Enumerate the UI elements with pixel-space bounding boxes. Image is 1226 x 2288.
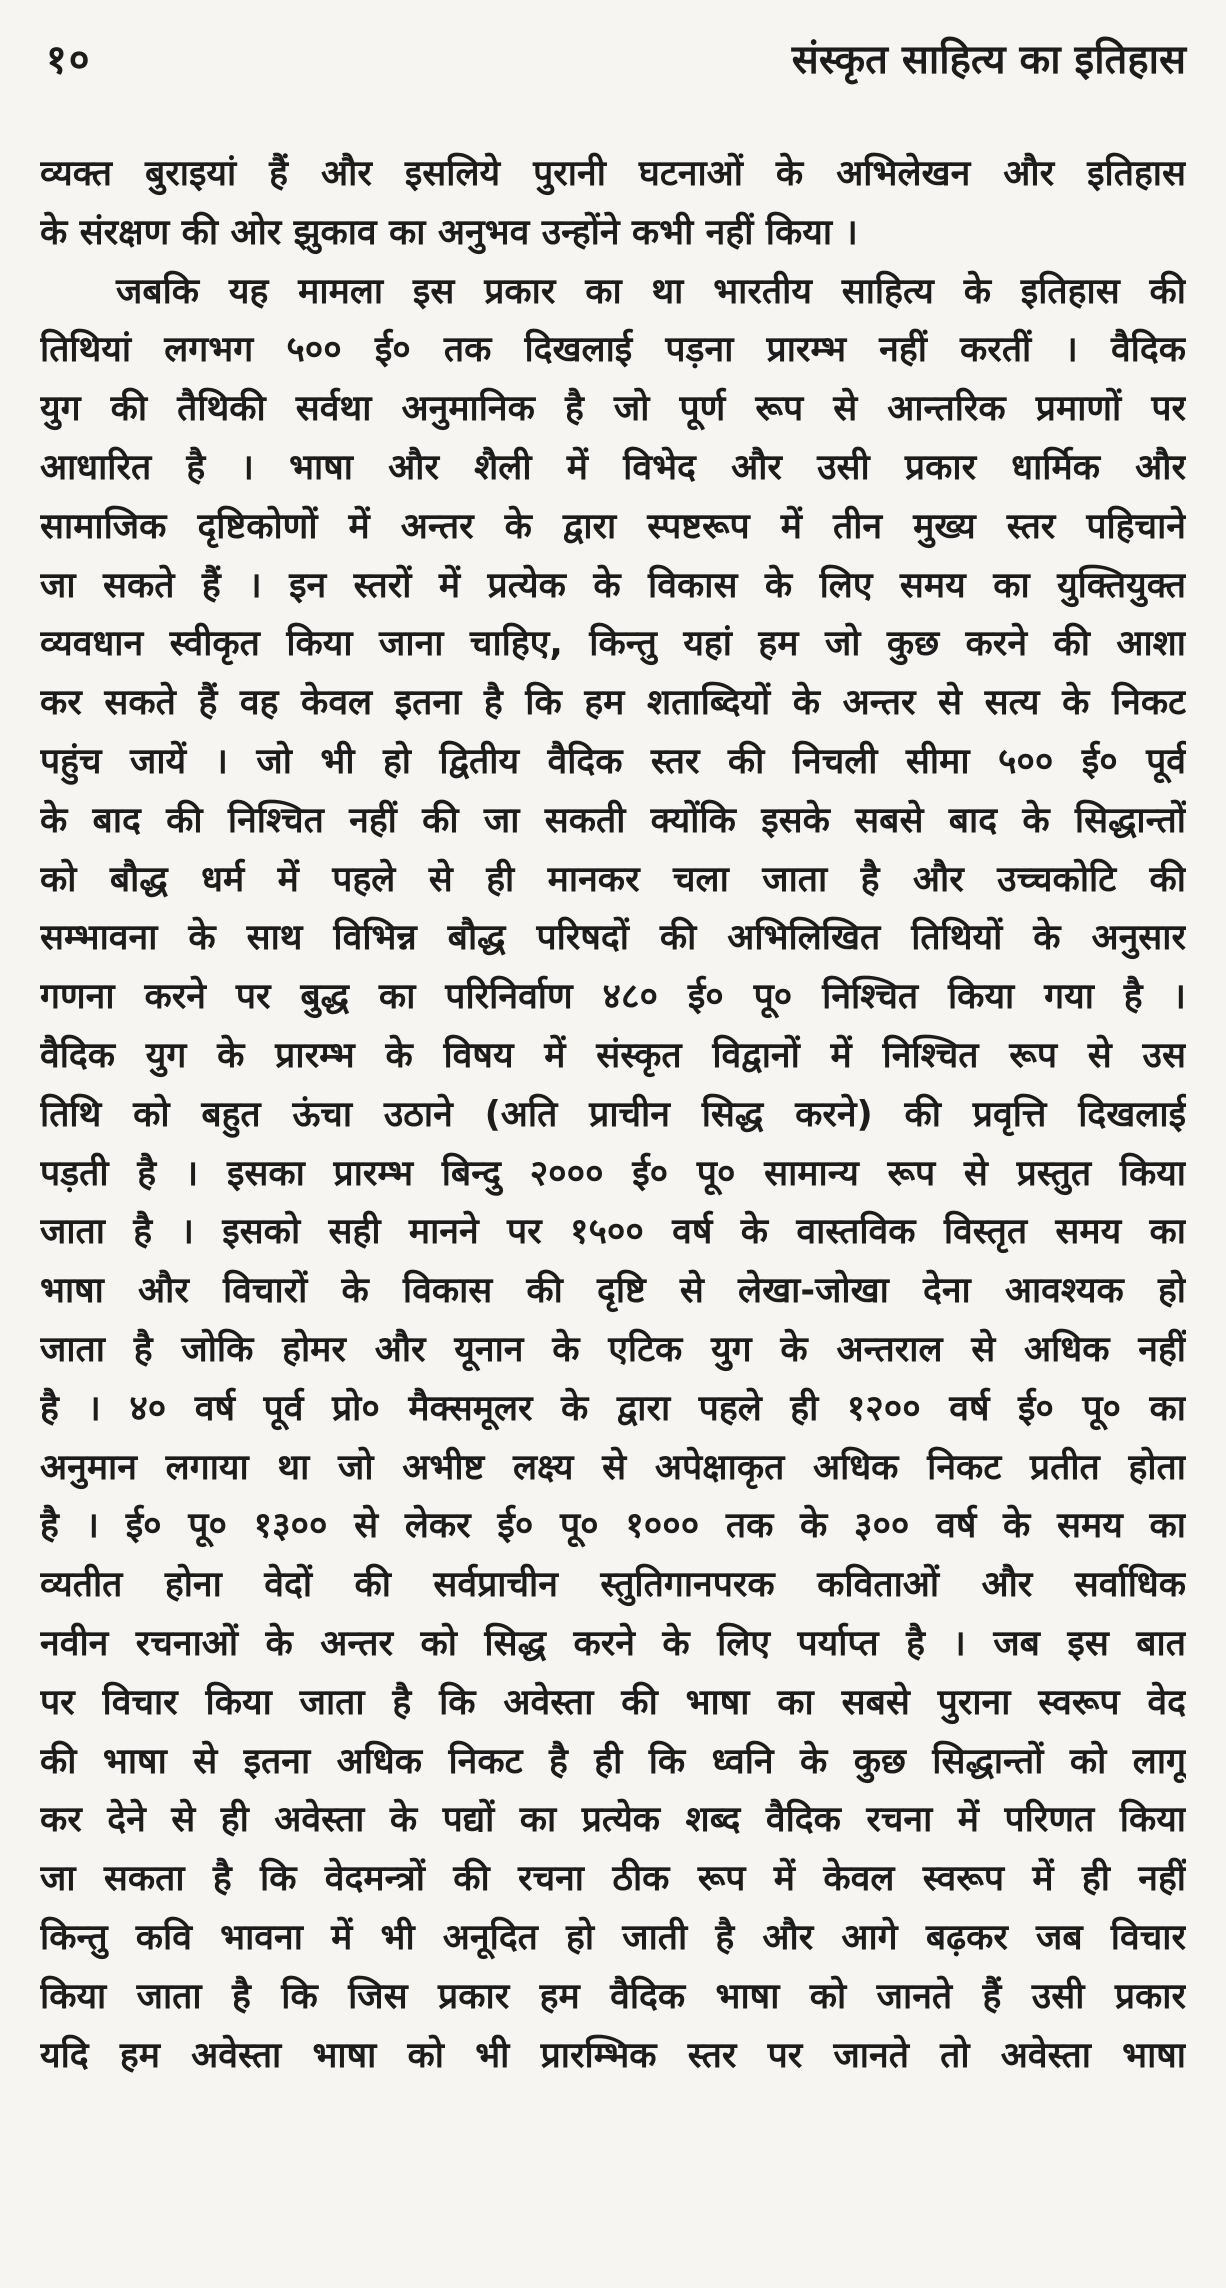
text-line: के बाद की निश्चित नहीं की जा सकती क्योंकि इसके सबसे बाद के सिद्धान्तों — [40, 799, 1186, 841]
text-line: है । ४० वर्ष पूर्व प्रो० मैक्समूलर के द्वारा पहले ही १२०० वर्ष ई० पू० का — [40, 1387, 1186, 1429]
text-line: कर देने से ही अवेस्ता के पद्यों का प्रत्येक शब्द वैदिक रचना में परिणत किया — [40, 1799, 1186, 1841]
text-line: तिथि को बहुत ऊंचा उठाने (अति प्राचीन सिद्ध करने) की प्रवृत्ति दिखलाई — [40, 1093, 1186, 1135]
text-line: को बौद्ध धर्म में पहले से ही मानकर चला जाता है और उच्चकोटि की — [40, 858, 1186, 900]
text-line: गणना करने पर बुद्ध का परिनिर्वाण ४८० ई० पू० निश्चित किया गया है । — [40, 976, 1186, 1018]
text-line: तिथियां लगभग ५०० ई० तक दिखलाई पड़ना प्रारम्भ नहीं करतीं । वैदिक — [40, 329, 1186, 371]
text-line: व्यक्त बुराइयां हैं और इसलिये पुरानी घटनाओं के अभिलेखन और इतिहास — [40, 153, 1186, 194]
text-line: जा सकता है कि वेदमन्त्रों की रचना ठीक रूप में केवल स्वरूप में ही नहीं — [40, 1858, 1186, 1900]
text-line: सामाजिक दृष्टिकोणों में अन्तर के द्वारा स्पष्टरूप में तीन मुख्य स्तर पहिचाने — [40, 505, 1186, 547]
text-line: पड़ती है । इसका प्रारम्भ बिन्दु २००० ई० पू० सामान्य रूप से प्रस्तुत किया — [40, 1152, 1186, 1194]
text-line: युग की तैथिकी सर्वथा अनुमानिक है जो पूर्ण रूप से आन्तरिक प्रमाणों पर — [40, 388, 1186, 430]
text-line: नवीन रचनाओं के अन्तर को सिद्ध करने के लिए पर्याप्त है । जब इस बात — [40, 1622, 1186, 1664]
text-line: यदि हम अवेस्ता भाषा को भी प्रारम्भिक स्तर पर जानते तो अवेस्ता भाषा — [40, 2034, 1186, 2076]
text-line: व्यवधान स्वीकृत किया जाना चाहिए, किन्तु यहां हम जो कुछ करने की आशा — [40, 623, 1186, 665]
text-line: कर सकते हैं वह केवल इतना है कि हम शताब्दियों के अन्तर से सत्य के निकट — [40, 682, 1186, 724]
text-line: के संरक्षण की ओर झुकाव का अनुभव उन्होंने कभी नहीं किया । — [40, 211, 858, 253]
text-line: जा सकते हैं । इन स्तरों में प्रत्येक के विकास के लिए समय का युक्तियुक्त — [40, 564, 1186, 606]
text-line: किया जाता है कि जिस प्रकार हम वैदिक भाषा को जानते हैं उसी प्रकार — [40, 1975, 1186, 2017]
text-line: जाता है जोकि होमर और यूनान के एटिक युग के अन्तराल से अधिक नहीं — [40, 1328, 1186, 1370]
text-line: जाता है । इसको सही मानने पर १५०० वर्ष के वास्तविक विस्तृत समय का — [40, 1211, 1186, 1253]
text-line: वैदिक युग के प्रारम्भ के विषय में संस्कृत विद्वानों में निश्चित रूप से उस — [40, 1034, 1186, 1076]
body-text — [40, 145, 1186, 2085]
text-line: पहुंच जायें । जो भी हो द्वितीय वैदिक स्तर की निचली सीमा ५०० ई० पूर्व — [40, 740, 1186, 782]
text-line: सम्भावना के साथ विभिन्न बौद्ध परिषदों की अभिलिखित तिथियों के अनुसार — [40, 917, 1186, 959]
page-header — [46, 30, 1186, 90]
text-line: पर विचार किया जाता है कि अवेस्ता की भाषा का सबसे पुराना स्वरूप वेद — [40, 1681, 1186, 1723]
running-title: संस्कृत साहित्य का इतिहास — [791, 37, 1186, 83]
text-line: जबकि यह मामला इस प्रकार का था भारतीय साहित्य के इतिहास की — [116, 270, 1186, 312]
text-line: की भाषा से इतना अधिक निकट है ही कि ध्वनि के कुछ सिद्धान्तों को लागू — [40, 1740, 1186, 1782]
text-line: है । ई० पू० १३०० से लेकर ई० पू० १००० तक के ३०० वर्ष के समय का — [40, 1505, 1186, 1547]
text-line: भाषा और विचारों के विकास की दृष्टि से लेखा-जोखा देना आवश्यक हो — [40, 1270, 1186, 1312]
text-line: किन्तु कवि भावना में भी अनूदित हो जाती है और आगे बढ़कर जब विचार — [40, 1916, 1186, 1958]
page-number: १० — [46, 37, 92, 83]
text-line: आधारित है । भाषा और शैली में विभेद और उसी प्रकार धार्मिक और — [40, 446, 1186, 488]
text-line: अनुमान लगाया था जो अभीष्ट लक्ष्य से अपेक्षाकृत अधिक निकट प्रतीत होता — [40, 1446, 1186, 1488]
text-line: व्यतीत होना वेदों की सर्वप्राचीन स्तुतिगानपरक कविताओं और सर्वाधिक — [40, 1564, 1186, 1606]
